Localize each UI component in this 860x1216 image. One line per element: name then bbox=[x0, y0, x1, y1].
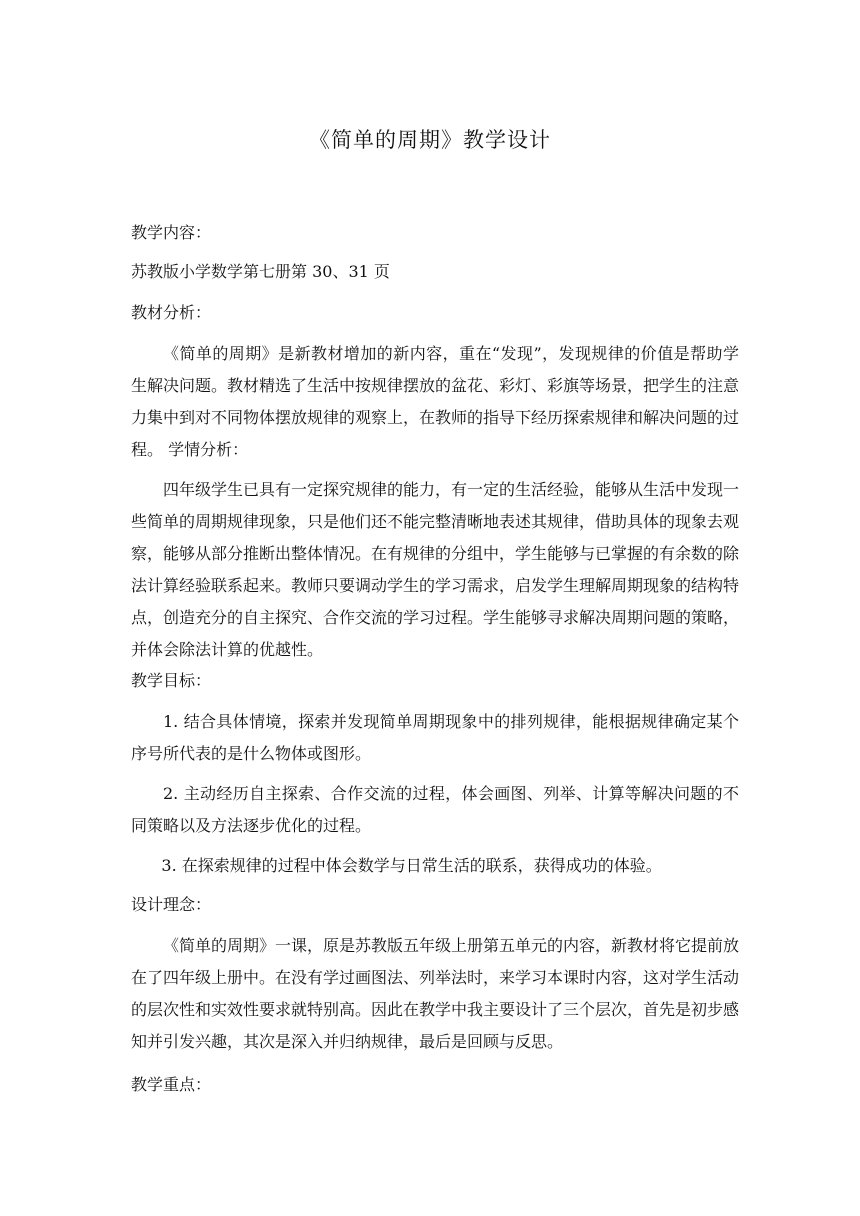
goal-item-2: 2. 主动经历自主探索、合作交流的过程，体会画图、列举、计算等解决问题的不同策略以及方法逐步优化的过程。 bbox=[131, 784, 739, 835]
heading-teaching-goals: 教学目标： bbox=[131, 671, 212, 690]
teaching-content-text: 苏教版小学数学第七册第 30、31 页 bbox=[131, 262, 390, 281]
paragraph-material-analysis: 《简单的周期》是新教材增加的新内容，重在“发现”，发现规律的价值是帮助学生解决问题。教材精选了生活中按规律摆放的盆花、彩灯、彩旗等场景，把学生的注意力集中到对不同物体摆放规律的观察上，在教师的指导下经历探索规律和解决问题的过程。 学情分析： bbox=[131, 344, 740, 459]
heading-key-points: 教学重点： bbox=[131, 1075, 212, 1094]
goal-item-3: 3. 在探索规律的过程中体会数学与日常生活的联系，获得成功的体验。 bbox=[161, 856, 662, 875]
heading-design-idea: 设计理念： bbox=[131, 895, 212, 914]
paragraph-design-idea: 《简单的周期》一课，原是苏教版五年级上册第五单元的内容，新教材将它提前放在了四年级上册中。在没有学过画图法、列举法时，来学习本课时内容，这对学生活动的层次性和实效性要求就特别高。因此在教学中我主要设计了三个层次，首先是初步感知并引发兴趣，其次是深入并归纳规律，最后是回顾与反思。 bbox=[131, 936, 740, 1051]
heading-material-analysis: 教材分析： bbox=[131, 303, 212, 322]
heading-teaching-content: 教学内容： bbox=[131, 223, 212, 242]
goal-item-1: 1. 结合具体情境，探索并发现简单周期现象中的排列规律，能根据规律确定某个序号所代表的是什么物体或图形。 bbox=[131, 712, 739, 763]
document-title: 《简单的周期》教学设计 bbox=[309, 128, 551, 152]
paragraph-student-analysis: 四年级学生已具有一定探究规律的能力，有一定的生活经验，能够从生活中发现一些简单的周期规律现象，只是他们还不能完整清晰地表述其规律，借助具体的现象去观察，能够从部分推断出整体情况。在有规律的分组中，学生能够与已掌握的有余数的除法计算经验联系起来。教师只要调动学生的学习需求，启发学生理解周期现象的结构特点，创造充分的自主探究、合作交流的学习过程。学生能够寻求解决周期问题的策略，并体会除法计算的优越性。 bbox=[131, 480, 740, 659]
